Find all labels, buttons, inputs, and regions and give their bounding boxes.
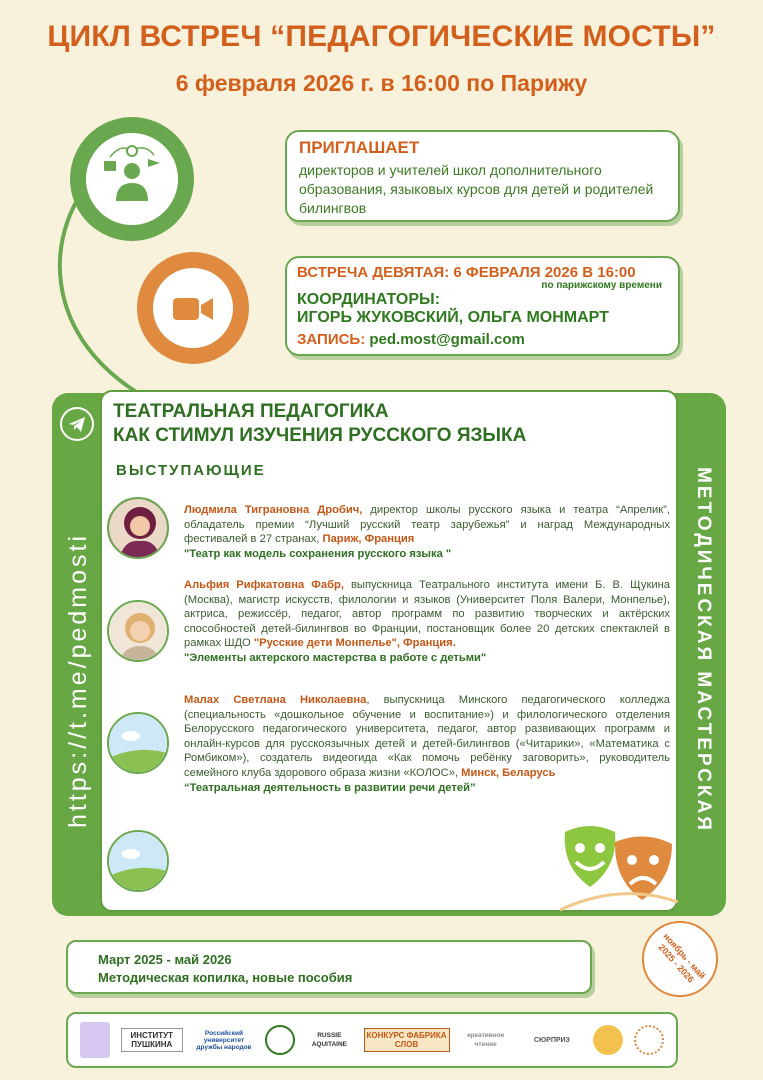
speakers-heading: ВЫСТУПАЮЩИЕ — [116, 462, 266, 479]
video-camera-icon — [173, 294, 215, 324]
telegram-icon[interactable] — [60, 407, 94, 441]
partner-logo — [80, 1022, 110, 1058]
invite-text: директоров и учителей школ дополнительного образования, языковых курсов для детей и родителей билингвов — [299, 162, 654, 216]
teacher-icon — [100, 145, 164, 209]
partner-logo — [265, 1025, 295, 1055]
telegram-link[interactable]: https://t.me/pedmosti — [64, 532, 93, 828]
meeting-label: ВСТРЕЧА ДЕВЯТАЯ: — [297, 264, 450, 281]
partner-logo: ИНСТИТУТ ПУШКИНА — [121, 1028, 183, 1052]
invite-box — [285, 130, 680, 222]
partner-logo: СЮРПРИЗ — [533, 1036, 570, 1044]
partner-logo: RUSSIE AQUITAINE — [311, 1032, 347, 1048]
coordinators-label: КООРДИНАТОРЫ: — [297, 291, 441, 308]
archive-description: Методическая копилка, новые пособия — [98, 970, 353, 985]
meeting-box — [285, 256, 680, 356]
season-badge: ноябрь - май 2025 - 2026 — [642, 921, 718, 997]
page-title: ЦИКЛ ВСТРЕЧ “ПЕДАГОГИЧЕСКИЕ МОСТЫ” — [47, 20, 716, 53]
partner-logo — [593, 1025, 623, 1055]
speaker-photo-placeholder — [107, 830, 169, 892]
speaker-1: Людмила Тиграновна Дробич, директор школы русского языка и театра “Апрелик”, обладатель премии “Лучший русский театр зарубежья” и наград Международных фестивалей в 27 странах, Париж, Франция "Театр как модель сохранения русского языка " — [184, 504, 670, 560]
signup-label: ЗАПИСЬ: — [297, 331, 366, 348]
partner-logo: Российский университет дружбы народов — [196, 1029, 252, 1051]
speaker-photo — [107, 600, 169, 662]
video-icon-circle — [137, 252, 249, 364]
invite-title: ПРИГЛАШАЕТ — [299, 138, 420, 157]
speaker-3: Малах Светлана Николаевна, выпускница Минского педагогического колледжа (специальность «дошкольное обучение и воспитание») и филологического отделения Белорусского педагогического университета, педагог, автор развивающих программ и онлайн-курсов для русскоязычных детей и детей-билингвов («Читарики», «Математика с Ромбиком»), создатель видеогида «Как помочь ребёнку заговорить», руководитель семейного клуба здорового образа жизни «КОЛОС», Минск, Беларусь “Театральная деятельность в развитии речи детей” — [184, 694, 670, 794]
signup-email[interactable]: ped.most@gmail.com — [369, 331, 525, 348]
partner-logo: КОНКУРС ФАБРИКА СЛОВ — [364, 1028, 450, 1052]
partner-logo — [634, 1025, 664, 1055]
theatre-masks-icon — [560, 812, 680, 912]
speaker-2: Альфия Рифкатовна Фабр, выпускница Театрального института имени Б. В. Щукина (Москва), магистр искусств, филологии и языков (Университет Поля Валери, Монпелье), актриса, режиссёр, педагог, автор программ по развитию творческих и актёрских способностей детей-билингвов во Франции, постановщик более 20 детских спектаклей в рамках ШДО "Русские дети Монпелье", Франция. "Элементы актерского мастерства в работе с детьми" — [184, 579, 670, 664]
archive-box — [66, 940, 592, 994]
meeting-date: 6 ФЕВРАЛЯ 2026 В 16:00 — [453, 264, 636, 281]
event-date: 6 февраля 2026 г. в 16:00 по Парижу — [175, 70, 588, 96]
partner-logos — [66, 1012, 678, 1068]
archive-period: Март 2025 - май 2026 — [98, 952, 232, 967]
coordinators-names: ИГОРЬ ЖУКОВСКИЙ, ОЛЬГА МОНМАРТ — [297, 309, 609, 326]
speaker-photo-placeholder — [107, 712, 169, 774]
education-icon-circle — [70, 117, 194, 241]
workshop-topic: ТЕАТРАЛЬНАЯ ПЕДАГОГИКА КАК СТИМУЛ ИЗУЧЕНИЯ РУССКОГО ЯЗЫКА — [113, 401, 527, 446]
speaker-photo — [107, 497, 169, 559]
timezone-note: по парижскому времени — [541, 280, 662, 291]
partner-logo: креативное чтение — [467, 1032, 505, 1048]
workshop-side-label: МЕТОДИЧЕСКАЯ МАСТЕРСКАЯ — [693, 467, 715, 833]
